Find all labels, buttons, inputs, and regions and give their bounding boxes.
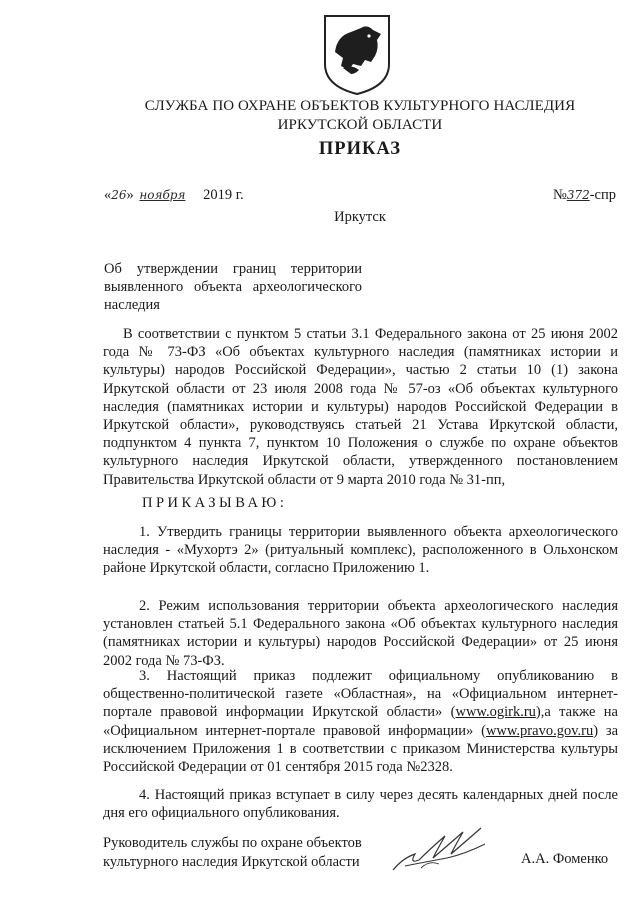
order-number-prefix: № — [552, 187, 567, 203]
order-item-3-text-a: 3. Настоящий приказ подлежит официальному опубликованию в общественно-политической газете «Областная», на «Официальном интернет-портале правовой информации Иркутской области» ( — [103, 668, 618, 721]
date-day-handwritten: 26 — [111, 188, 127, 202]
order-subject: Об утверждении границ территории выявленного объекта археологического наследия — [104, 261, 362, 313]
order-number-handwritten: 372 — [566, 188, 590, 202]
order-number — [553, 187, 616, 204]
order-item-1: 1. Утвердить границы территории выявленного объекта археологического наследия - «Мухортэ 2» (ритуальный комплекс), расположенного в Ольхонском районе Иркутской области, согласно Приложению 1. — [103, 524, 618, 577]
date-close-quote: » — [126, 187, 138, 203]
preamble-paragraph: В соответствии с пунктом 5 статьи 3.1 Федерального закона от 25 июня 2002 года № 73-ФЗ «Об объектах культурного наследия (памятниках истории и культуры) народов Российской Федерации», частью 2 статьи 10 (1) закона Иркутской области от 23 июля 2008 года № 57-оз «Об объектах культурного наследия (памятниках истории и культуры) народов Российской Федерации в Иркутской области», руководствуясь статьей 21 Устава Иркутской области, подпунктом 4 пункта 7, пунктом 10 Положения о службе по охране объектов культурного наследия Иркутской области, утвержденного постановлением Правительства Иркутской области от 9 марта 2010 года № 31-пп, — [103, 326, 618, 488]
organization-name-line1: СЛУЖБА ПО ОХРАНЕ ОБЪЕКТОВ КУЛЬТУРНОГО НАСЛЕДИЯ — [144, 98, 576, 114]
order-item-3 — [103, 667, 618, 776]
signatory-name: А.А. Фоменко — [521, 851, 609, 867]
organization-name — [100, 97, 620, 135]
city: Иркутск — [334, 209, 386, 225]
signatory-position-line1: Руководитель службы по охране объектов — [103, 835, 362, 851]
coat-of-arms-icon — [321, 12, 393, 96]
date-year: 2019 г. — [199, 187, 244, 203]
signatory-position — [103, 834, 362, 872]
handwritten-signature — [385, 818, 495, 878]
signatory-position-line2: культурного наследия Иркутской области — [103, 854, 360, 870]
order-item-2: 2. Режим использования территории объекта археологического наследия установлен статьей 5.1 Федерального закона «Об объектах культурного наследия (памятниках истории и культуры) народов Российской Федерации» от 25 июня 2002 года № 73-ФЗ. — [103, 598, 618, 669]
order-word: ПРИКАЗЫВАЮ: — [142, 495, 288, 511]
order-item-3-text-b: ),а также на «Официальном интернет-портале правовой информации» ( — [103, 704, 618, 739]
order-item-4: 4. Настоящий приказ вступает в силу через десять календарных дней после дня его официального опубликования. — [103, 787, 618, 822]
document-type-title: ПРИКАЗ — [318, 139, 402, 159]
order-number-suffix: -спр — [589, 187, 616, 203]
link-pravo[interactable]: www.pravo.gov.ru — [485, 722, 594, 739]
date-open-quote: « — [104, 187, 112, 203]
link-ogirk[interactable]: www.ogirk.ru — [455, 704, 536, 721]
organization-name-line2: ИРКУТСКОЙ ОБЛАСТИ — [277, 117, 443, 133]
order-date — [104, 187, 244, 204]
order-item-3-text-c: ) за исключением Приложения 1 в соответствии с приказом Министерства культуры Российской Федерации от 01 сентября 2015 года №2328. — [103, 722, 619, 776]
date-month-handwritten: ноября — [139, 188, 186, 202]
